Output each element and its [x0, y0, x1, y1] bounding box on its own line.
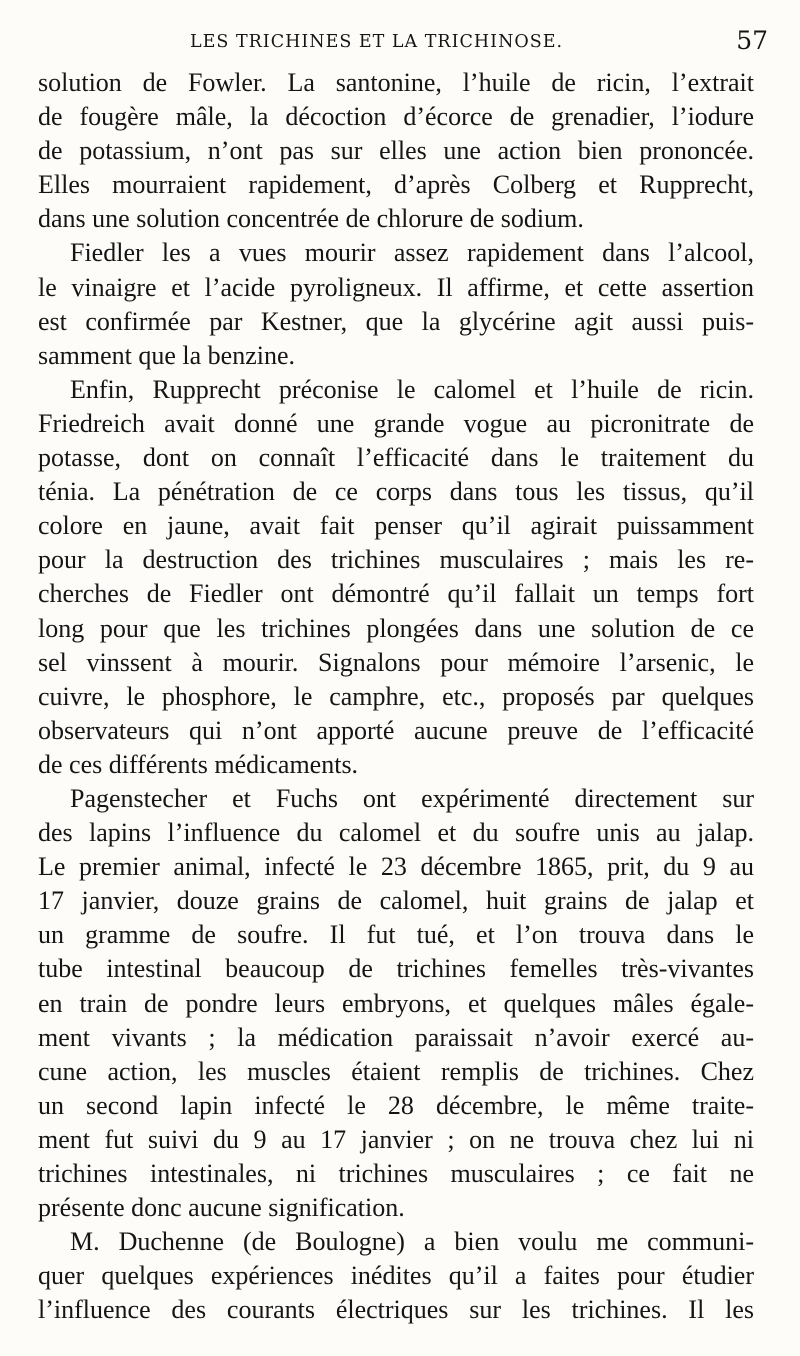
text-line: sel vinssent à mourir. Signalons pour mémoire l’arsenic, le — [38, 647, 754, 677]
text-line: Friedreich avait donné une grande vogue au picronitrate de — [38, 408, 754, 438]
text-line: samment que la benzine. — [38, 340, 296, 370]
text-line: Le premier animal, infecté le 23 décembre 1865, prit, du 9 au — [38, 852, 754, 882]
text-line: Enfin, Rupprecht préconise le calomel et l’huile de ricin. — [70, 374, 754, 404]
text-line: cune action, les muscles étaient remplis de trichines. Chez — [38, 1056, 754, 1086]
text-line: de fougère mâle, la décoction d’écorce de grenadier, l’iodure — [38, 102, 754, 132]
text-line: en train de pondre leurs embryons, et quelques mâles égale- — [38, 988, 754, 1018]
text-line: ment vivants ; la médication paraissait n’avoir exercé au- — [38, 1022, 754, 1052]
page-number: 57 — [736, 26, 768, 55]
text-line: Fiedler les a vues mourir assez rapidement dans l’alcool, — [70, 238, 754, 268]
body-text — [38, 66, 754, 1327]
text-line: 17 janvier, douze grains de calomel, huit grains de jalap et — [38, 886, 754, 916]
text-line: dans une solution concentrée de chlorure de sodium. — [38, 204, 584, 234]
text-line: observateurs qui n’ont apporté aucune preuve de l’efficacité — [38, 715, 754, 745]
text-line: cuivre, le phosphore, le camphre, etc., proposés par quelques — [38, 681, 754, 711]
text-line: un gramme de soufre. Il fut tué, et l’on trouva dans le — [38, 920, 754, 950]
text-line: ténia. La pénétration de ce corps dans tous les tissus, qu’il — [38, 477, 754, 507]
text-line: pour la destruction des trichines musculaires ; mais les re- — [38, 545, 754, 575]
text-line: cherches de Fiedler ont démontré qu’il fallait un temps fort — [38, 579, 754, 609]
text-line: ment fut suivi du 9 au 17 janvier ; on ne trouva chez lui ni — [38, 1124, 754, 1154]
text-line: est confirmée par Kestner, que la glycérine agit aussi puis- — [38, 306, 754, 336]
text-line: des lapins l’influence du calomel et du soufre unis au jalap. — [38, 818, 754, 848]
text-line: quer quelques expériences inédites qu’il a faites pour étudier — [38, 1261, 754, 1291]
text-line: Pagenstecher et Fuchs ont expérimenté directement sur — [70, 783, 754, 813]
text-line: tube intestinal beaucoup de trichines femelles très-vivantes — [38, 954, 754, 984]
text-line: l’influence des courants électriques sur les trichines. Il les — [38, 1295, 754, 1325]
text-line: trichines intestinales, ni trichines musculaires ; ce fait ne — [38, 1159, 754, 1188]
text-line: de ces différents médicaments. — [38, 749, 359, 779]
running-head — [40, 26, 768, 66]
text-line: potasse, dont on connaît l’efficacité dans le traitement du — [38, 443, 754, 473]
text-line: présente donc aucune signification. — [38, 1193, 405, 1223]
text-line: long pour que les trichines plongées dans une solution de ce — [38, 613, 754, 643]
text-line: de potassium, n’ont pas sur elles une action bien prononcée. — [38, 136, 754, 166]
text-line: Elles mourraient rapidement, d’après Colberg et Rupprecht, — [38, 170, 754, 200]
text-line: colore en jaune, avait fait penser qu’il agirait puissamment — [38, 511, 754, 541]
running-title: LES TRICHINES ET LA TRICHINOSE. — [190, 32, 564, 52]
text-line: un second lapin infecté le 28 décembre, le même traite- — [38, 1090, 754, 1120]
text-line: le vinaigre et l’acide pyroligneux. Il affirme, et cette assertion — [38, 272, 754, 302]
text-line: M. Duchenne (de Boulogne) a bien voulu me communi- — [70, 1227, 754, 1257]
text-line: solution de Fowler. La santonine, l’huile de ricin, l’extrait — [38, 68, 754, 97]
